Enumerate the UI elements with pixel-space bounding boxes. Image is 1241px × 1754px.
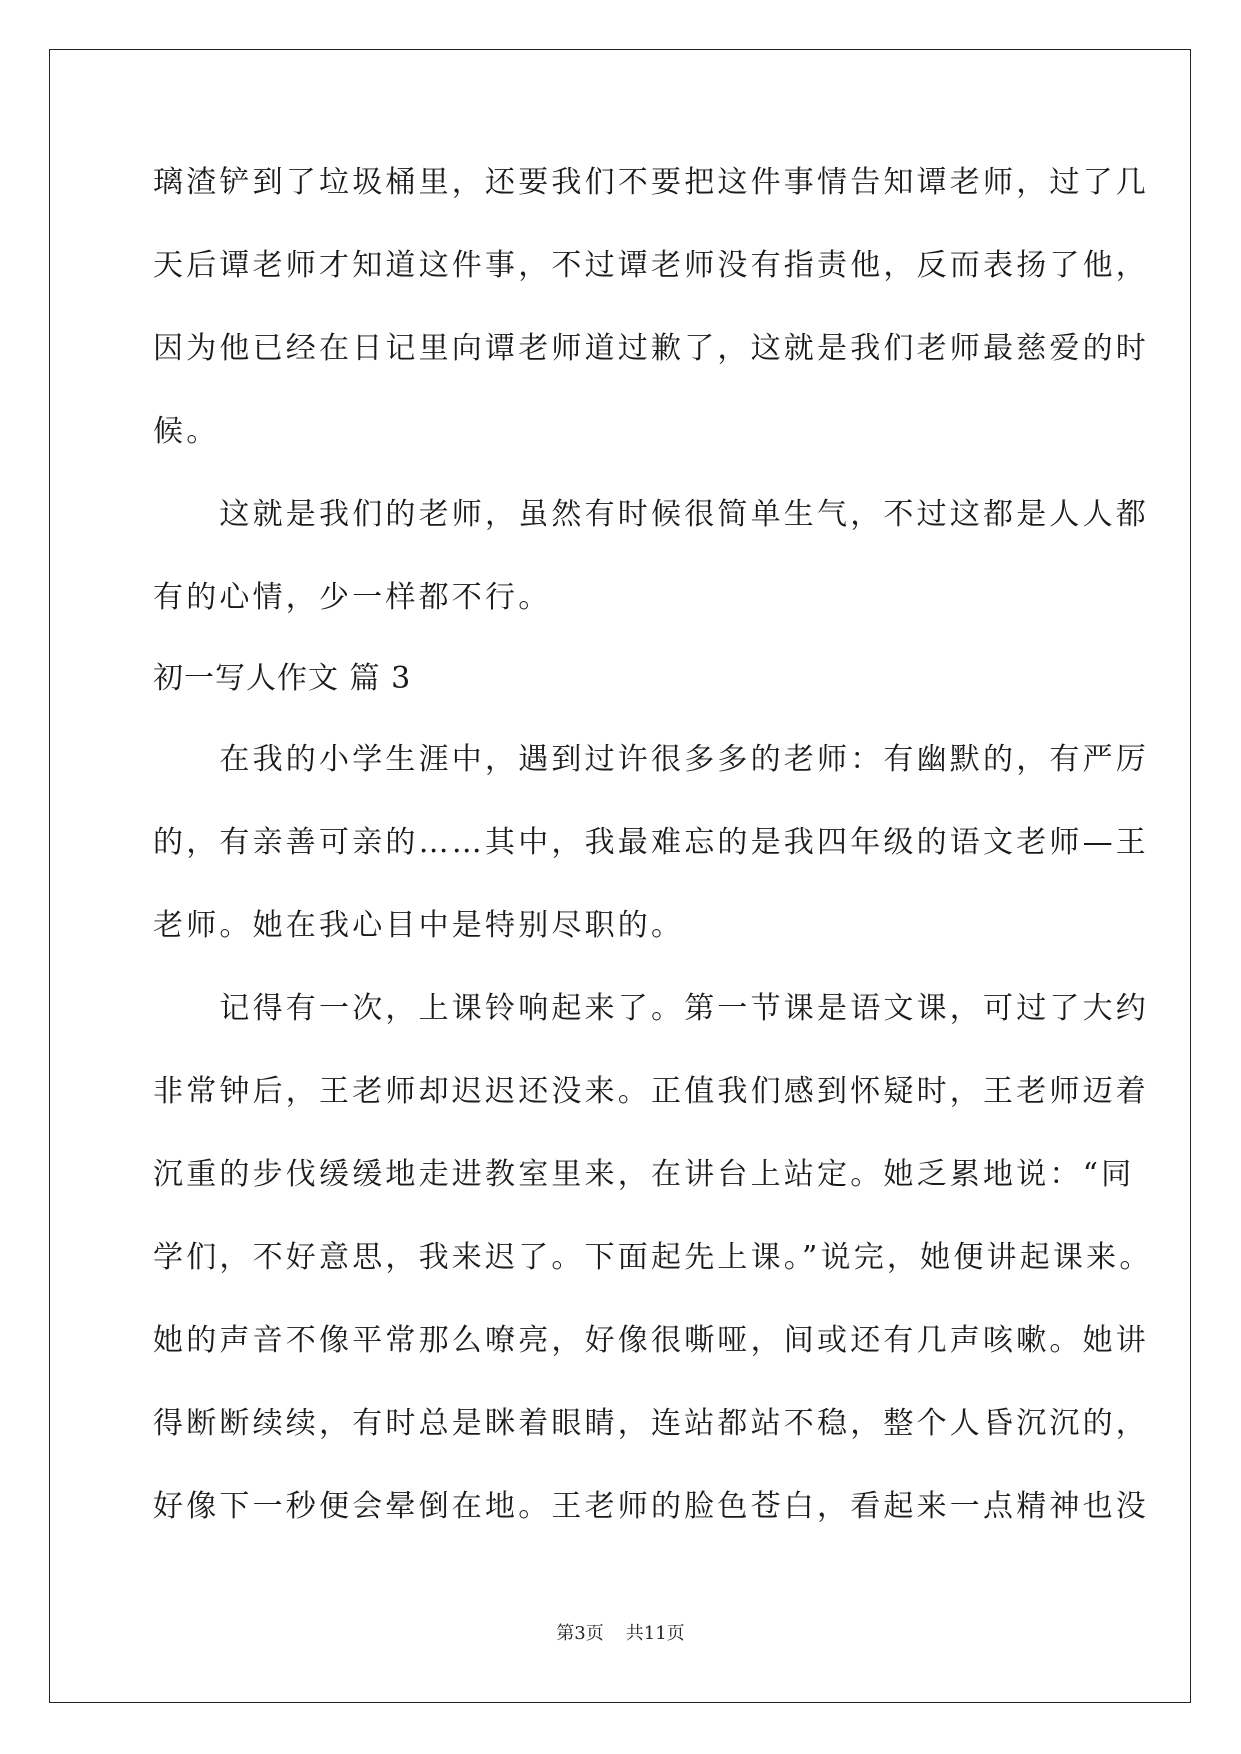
- document-body: [153, 163, 1153, 1570]
- text-line: 沉重的步伐缓缓地走进教室里来，在讲台上站定。她乏累地说：“同: [153, 1157, 1135, 1192]
- page-number: 第3页: [556, 1623, 604, 1644]
- paragraph-start-line: 在我的小学生涯中，遇到过许很多多的老师：有幽默的，有严厉: [153, 742, 1149, 777]
- text-line: 璃渣铲到了垃圾桶里，还要我们不要把这件事情告知谭老师，过了几: [153, 165, 1149, 200]
- text-line: 天后谭老师才知道这件事，不过谭老师没有指责他，反而表扬了他，: [153, 248, 1149, 283]
- section-heading: 初一写人作文 篇 3: [153, 661, 412, 696]
- text-line: 得断断续续，有时总是眯着眼睛，连站都站不稳，整个人昏沉沉的，: [153, 1406, 1149, 1441]
- text-line: 好像下一秒便会晕倒在地。王老师的脸色苍白，看起来一点精神也没: [153, 1489, 1149, 1524]
- text-line: 候。: [153, 414, 220, 449]
- paragraph-start-line: 记得有一次，上课铃响起来了。第一节课是语文课，可过了大约: [153, 991, 1149, 1026]
- text-line: 有的心情，少一样都不行。: [153, 580, 552, 615]
- text-line: 她的声音不像平常那么嘹亮，好像很嘶哑，间或还有几声咳嗽。她讲: [153, 1323, 1149, 1358]
- text-line: 老师。她在我心目中是特别尽职的。: [153, 908, 685, 943]
- text-line: 因为他已经在日记里向谭老师道过歉了，这就是我们老师最慈爱的时: [153, 331, 1149, 366]
- text-line: 学们，不好意思，我来迟了。下面起先上课。”说完，她便讲起课来。: [153, 1240, 1153, 1275]
- text-line: 的，有亲善可亲的……其中，我最难忘的是我四年级的语文老师—王: [153, 825, 1149, 860]
- paragraph-start-line: 这就是我们的老师，虽然有时候很简单生气，不过这都是人人都: [153, 497, 1149, 532]
- text-line: 非常钟后，王老师却迟迟还没来。正值我们感到怀疑时，王老师迈着: [153, 1074, 1149, 1109]
- page-total: 共11页: [625, 1623, 685, 1644]
- page-footer: [0, 1622, 1241, 1646]
